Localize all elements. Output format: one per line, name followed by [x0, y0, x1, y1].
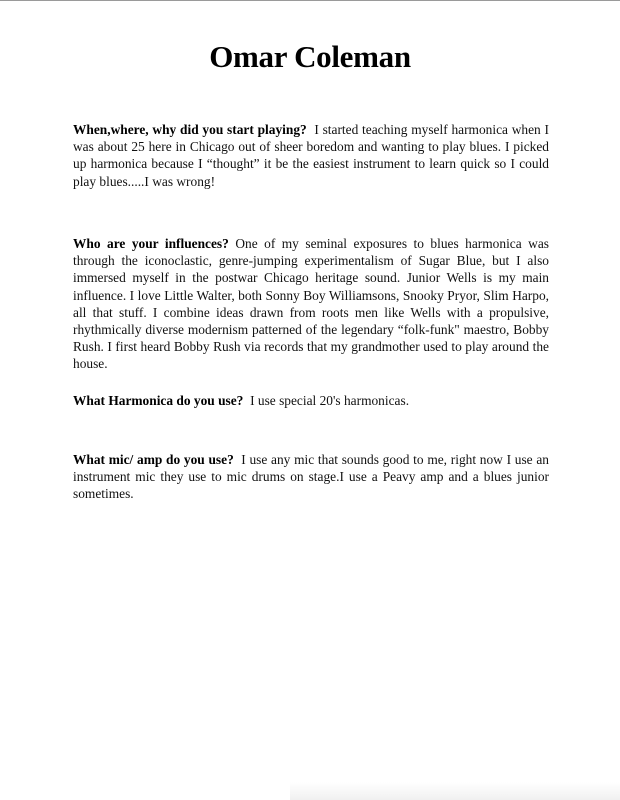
qa-section-mic-amp — [73, 451, 549, 503]
answer-text: I started teaching myself harmonica when I was about 25 here in Chicago out of sheer boredom and wanting to play blues. I picked up harmonica because I “thought” it be the easiest instrument to learn quick so I could play blues.....I was wrong! — [73, 122, 549, 189]
page-shadow — [290, 782, 620, 800]
qa-section-influences — [73, 235, 549, 373]
question-text: What mic/ amp do you use? — [73, 452, 234, 467]
answer-text: I use special 20's harmonicas. — [250, 393, 410, 408]
qa-section-harmonica — [73, 392, 549, 409]
qa-section-start-playing — [73, 121, 549, 190]
question-text: Who are your influences? — [73, 236, 229, 251]
question-text: What Harmonica do you use? — [73, 393, 244, 408]
answer-text: One of my seminal exposures to blues harmonica was through the iconoclastic, genre-jumping experimentalism of Sugar Blue, but I also immersed myself in the postwar Chicago heritage sound. Junior Wells is my main influence. I love Little Walter, both Sonny Boy Williamsons, Snooky Pryor, Slim Harpo, all that stuff. I combine ideas drawn from roots men like Wells with a propulsive, rhythmically diverse modernism patterned of the legendary “folk-funk" maestro, Bobby Rush. I first heard Bobby Rush via records that my grandmother used to play around the house. — [73, 236, 549, 372]
page-title: Omar Coleman — [209, 39, 411, 74]
answer-text: I use any mic that sounds good to me, right now I use an instrument mic they use to mic drums on stage.I use a Peavy amp and a blues junior sometimes. — [73, 452, 549, 502]
question-text: When,where, why did you start playing? — [73, 122, 307, 137]
